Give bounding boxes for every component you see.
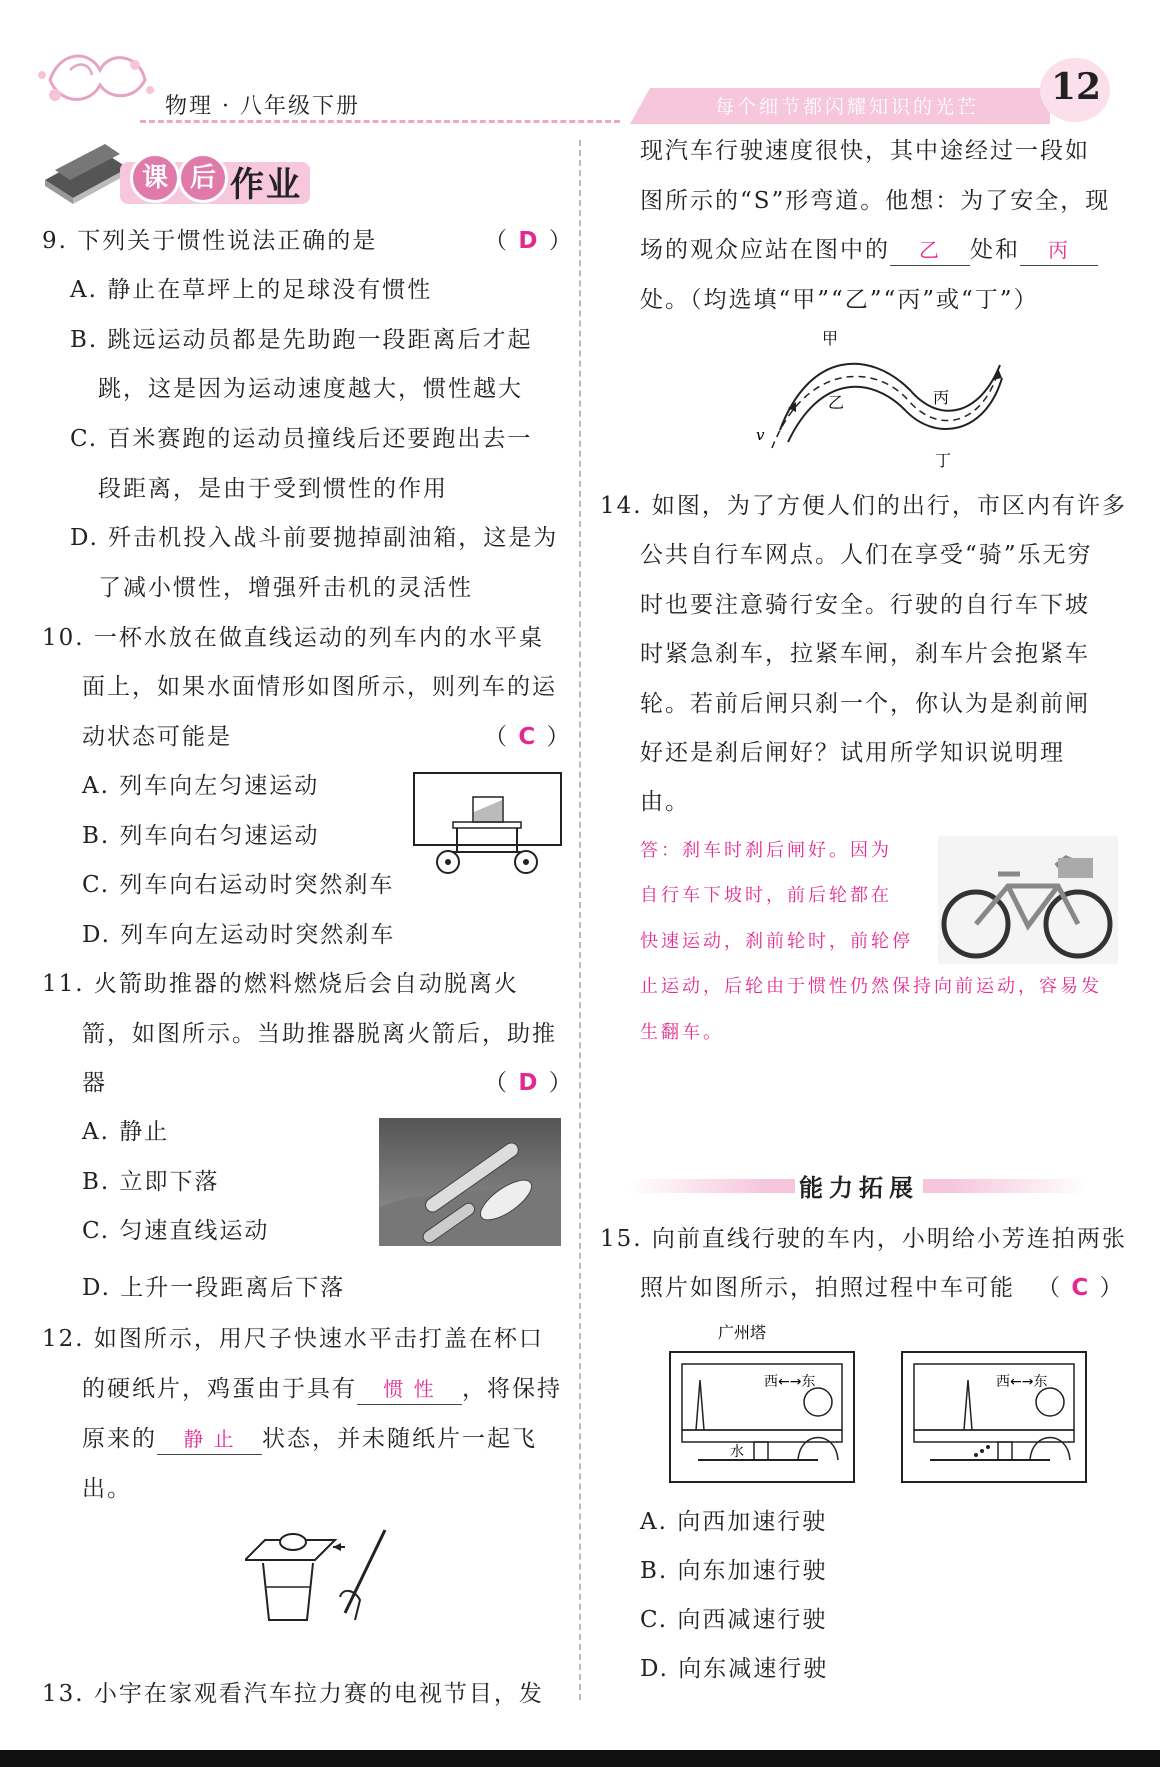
- q12-text-3a: 原来的: [82, 1426, 157, 1452]
- books-icon: [40, 140, 130, 205]
- q9-option-d-1: D. 歼击机投入战斗前要抛掉副油箱，这是为: [70, 525, 559, 551]
- q13-stem-5: 处。（均选填“甲”“乙”“丙”或“丁”）: [640, 287, 1039, 313]
- q9-option-c-2: 段距离，是由于受到惯性的作用: [98, 476, 448, 502]
- q14-handwritten-answer-3: 快速运动，刹前轮时，前轮停: [640, 931, 913, 952]
- q14-handwritten-answer-1: 答：刹车时刹后闸好。因为: [640, 840, 892, 861]
- q15-label-tower: 广州塔: [718, 1323, 767, 1342]
- q11-stem-2: 箭，如图所示。当助推器脱离火箭后，助推: [82, 1021, 557, 1047]
- q11-option-b: B. 立即下落: [82, 1169, 220, 1195]
- bottom-edge-bar: [0, 1750, 1160, 1767]
- q15-photo-1-figure: [668, 1320, 858, 1486]
- q14-stem-3: 时也要注意骑行安全。行驶的自行车下坡: [640, 592, 1090, 618]
- q13-stem-4: [640, 235, 1098, 266]
- q12-blank-2: 静 止: [157, 1424, 262, 1455]
- q9-answer-letter: D: [518, 228, 540, 254]
- q14-handwritten-answer-4: 止运动，后轮由于惯性仍然保持向前运动，容易发: [640, 976, 1102, 997]
- q9-option-d-2: 了减小惯性，增强歼击机的灵活性: [98, 575, 473, 601]
- q12-blank-1: 惯 性: [357, 1374, 462, 1405]
- header-dashed-rule: [140, 120, 620, 123]
- q13-s-curve-figure: [750, 330, 1010, 475]
- q9-option-b-1: B. 跳远运动员都是先助跑一段距离后才起: [70, 327, 533, 353]
- q13-text-4a: 场的观众应站在图中的: [640, 237, 890, 263]
- q11-option-c: C. 匀速直线运动: [82, 1218, 270, 1244]
- q14-stem-4: 时紧急刹车，拉紧车闸，刹车片会抱紧车: [640, 641, 1090, 667]
- q12-stem-4: 出。: [82, 1476, 132, 1502]
- q13-label-v: v: [756, 426, 765, 444]
- q15-label-dir-1: 西←→东: [764, 1374, 816, 1390]
- q13-blank-1: 乙: [890, 235, 970, 266]
- q11-option-d: D. 上升一段距离后下落: [82, 1275, 346, 1301]
- q12-stem-2: [82, 1374, 562, 1405]
- homework-title: 作业: [230, 165, 302, 205]
- q11-answer: （ D ）: [484, 1070, 574, 1096]
- homework-circle-1: 课: [130, 153, 180, 203]
- q13-stem-2: 现汽车行驶速度很快，其中途经过一段如: [640, 138, 1090, 164]
- q15-answer: （ C ）: [1037, 1275, 1125, 1301]
- q13-label-bing: 丙: [933, 388, 950, 407]
- q15-stem-2: 照片如图所示，拍照过程中车可能: [640, 1275, 1015, 1301]
- q13-stem-1: 13. 小宇在家观看汽车拉力赛的电视节目，发: [42, 1681, 544, 1707]
- q13-label-jia: 甲: [822, 330, 839, 348]
- header-subject: 物理 · 八年级下册: [165, 94, 360, 119]
- q15-label-water-1: 水: [730, 1444, 744, 1460]
- q15-stem-1: 15. 向前直线行驶的车内，小明给小芳连拍两张: [600, 1226, 1127, 1252]
- page-number: 12: [1050, 66, 1102, 108]
- q15-label-dir-2: 西←→东: [996, 1374, 1048, 1390]
- q14-bicycle-photo: [938, 836, 1118, 964]
- q10-answer-letter: C: [518, 724, 538, 750]
- header-slogan: 每个细节都闪耀知识的光芒: [715, 96, 980, 118]
- q9-option-b-2: 跳，这是因为运动速度越大，惯性越大: [98, 376, 523, 402]
- q11-option-a: A. 静止: [82, 1119, 170, 1145]
- q10-stem-1: 10. 一杯水放在做直线运动的列车内的水平桌: [42, 625, 544, 651]
- column-divider: [579, 140, 581, 1700]
- q9-stem: 9. 下列关于惯性说法正确的是: [42, 228, 378, 254]
- q15-photo-2-figure: [900, 1350, 1090, 1486]
- q10-option-b: B. 列车向右匀速运动: [82, 823, 320, 849]
- q14-stem-5: 轮。若前后闸只刹一个，你认为是刹前闸: [640, 691, 1090, 717]
- q15-option-b: B. 向东加速行驶: [640, 1558, 828, 1584]
- q15-option-a: A. 向西加速行驶: [640, 1509, 828, 1535]
- q10-stem-3: 动状态可能是: [82, 724, 232, 750]
- q15-option-c: C. 向西减速行驶: [640, 1607, 828, 1633]
- q12-text-2b: ，将保持: [462, 1376, 562, 1402]
- q10-option-c: C. 列车向右运动时突然刹车: [82, 872, 395, 898]
- q10-train-figure: [413, 772, 563, 877]
- homework-circle-2: 后: [178, 153, 228, 203]
- q11-stem-3: 器: [82, 1070, 107, 1096]
- q12-stem-3: [82, 1424, 537, 1455]
- q10-option-d: D. 列车向左运动时突然刹车: [82, 922, 396, 948]
- q13-stem-3: 图所示的“S”形弯道。他想：为了安全，现: [640, 188, 1111, 214]
- q15-answer-letter: C: [1071, 1275, 1091, 1301]
- q9-answer: （ D ）: [484, 228, 574, 254]
- q13-text-4b: 处和: [970, 237, 1020, 263]
- q11-answer-letter: D: [518, 1070, 540, 1096]
- q12-cup-egg-figure: [245, 1525, 405, 1625]
- q12-text-3b: 状态，并未随纸片一起飞: [262, 1426, 537, 1452]
- q9-option-a: A. 静止在草坪上的足球没有惯性: [70, 277, 433, 303]
- q12-text-2a: 的硬纸片，鸡蛋由于具有: [82, 1376, 357, 1402]
- q12-stem-1: 12. 如图所示，用尺子快速水平击打盖在杯口: [42, 1326, 544, 1352]
- q10-option-a: A. 列车向左匀速运动: [82, 773, 320, 799]
- q9-option-c-1: C. 百米赛跑的运动员撞线后还要跑出去一: [70, 426, 533, 452]
- q14-stem-7: 由。: [640, 789, 690, 815]
- q15-option-d: D. 向东减速行驶: [640, 1656, 829, 1682]
- q10-answer: （ C ）: [484, 724, 572, 750]
- q13-label-ding: 丁: [935, 451, 952, 470]
- q14-stem-1: 14. 如图，为了方便人们的出行，市区内有许多: [600, 493, 1127, 519]
- extension-heading: 能力拓展: [795, 1168, 923, 1203]
- q11-rocket-photo: [379, 1118, 561, 1246]
- q14-stem-2: 公共自行车网点。人们在享受“骑”乐无穷: [640, 542, 1093, 568]
- q14-handwritten-answer-5: 生翻车。: [640, 1022, 724, 1043]
- q13-blank-2: 丙: [1020, 235, 1098, 266]
- header-flower-decoration: [30, 40, 170, 120]
- q14-handwritten-answer-2: 自行车下坡时，前后轮都在: [640, 885, 892, 906]
- q14-stem-6: 好还是刹后闸好？试用所学知识说明理: [640, 740, 1065, 766]
- q13-label-yi: 乙: [828, 393, 845, 412]
- q10-stem-2: 面上，如果水面情形如图所示，则列车的运: [82, 674, 557, 700]
- q11-stem-1: 11. 火箭助推器的燃料燃烧后会自动脱离火: [42, 971, 519, 997]
